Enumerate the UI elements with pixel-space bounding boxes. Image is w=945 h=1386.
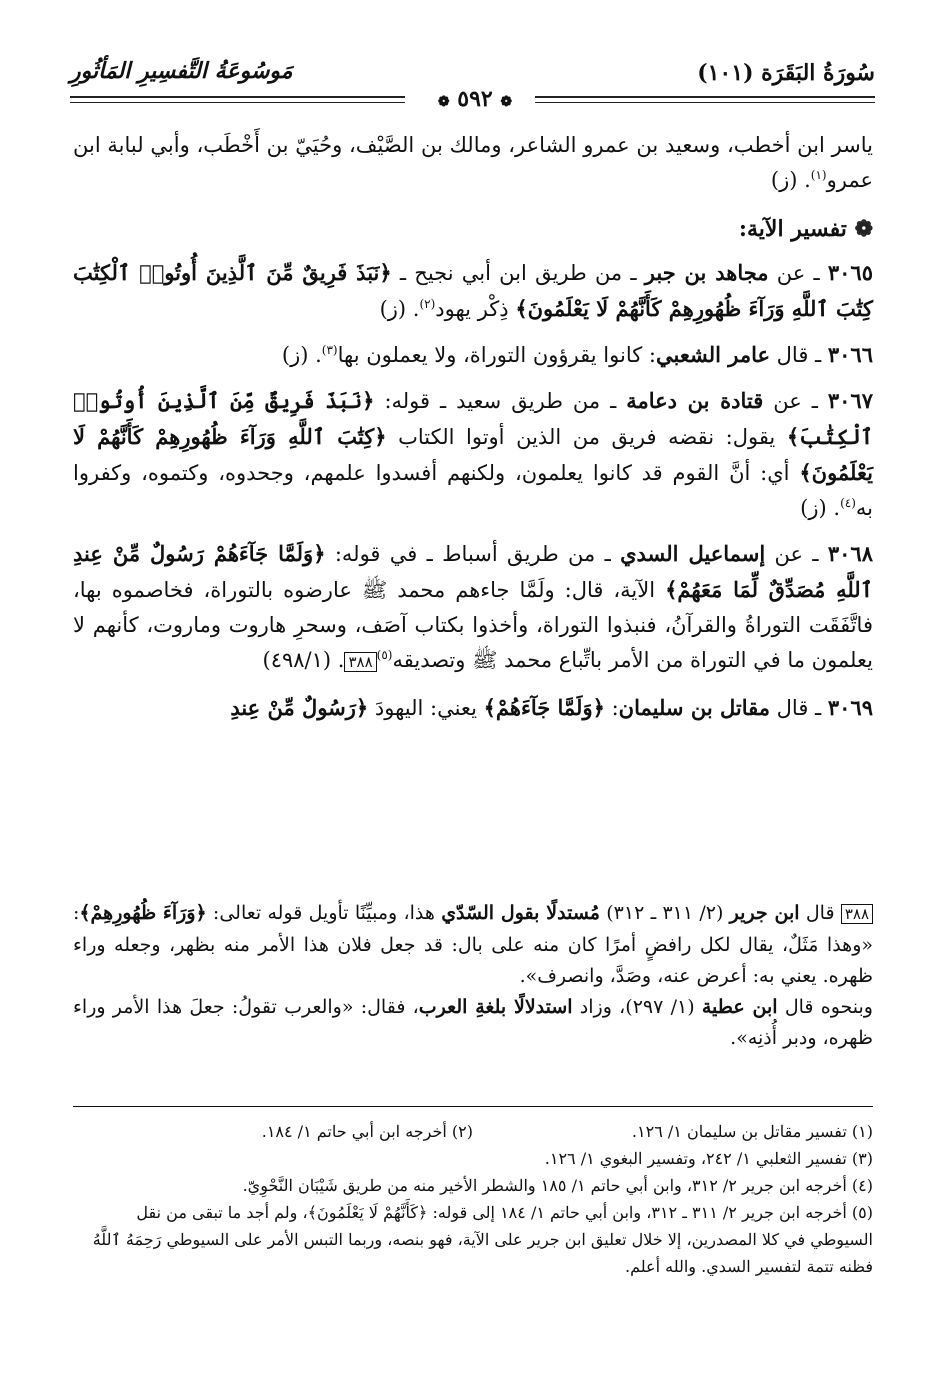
entry-text: ـ عن <box>768 261 828 285</box>
narrator-name: قتادة بن دعامة <box>626 388 764 413</box>
entry-number: ٣٠٦٨ <box>827 541 873 566</box>
entry-tail: . (ز) <box>281 343 322 367</box>
narrator-name: مقاتل بن سليمان <box>618 695 770 720</box>
footnote-ref[interactable]: (٣) <box>321 343 338 357</box>
entry-text: ـ قال <box>770 696 828 720</box>
comment-text: (٢/ ٣١١ ـ ٣١٢) <box>599 902 730 924</box>
comment-number-box: ٣٨٨ <box>841 904 873 924</box>
quran-quote: ﴿نَبَذَ فَرِيقٌ مِّنَ ٱلَّذِينَ أُوتُوا۟ ٱلْكِتَٰبَ كِتَٰبَ ٱللَّهِ وَرَآءَ ظُهُورِهِمْ كَأَنَّهُمْ لَا يَعْلَمُونَ﴾ <box>73 260 873 321</box>
entry-text: ـ قال <box>770 343 828 367</box>
comment-text: هذا، ومبيِّنًا تأويل قوله تعالى: <box>206 902 442 924</box>
entry-text: يقول: نقضه فريق من الذين أوتوا الكتاب <box>386 425 787 449</box>
narrator-name: عامر الشعبي <box>655 342 770 367</box>
entry-text: : <box>604 696 619 720</box>
comment-text: وبنحوه قال <box>777 996 873 1018</box>
page-header <box>70 52 875 112</box>
commentary-paragraph <box>73 992 873 1054</box>
quran-quote: ﴿كِتَٰبَ ٱللَّهِ وَرَآءَ ظُهُورِهِمْ كَأَنَّهُمْ لَا يَعْلَمُونَ﴾ <box>73 424 873 485</box>
entry-text: ـ من طريق سعيد ـ قوله: <box>374 389 627 413</box>
entry-3067 <box>73 383 873 526</box>
ornament-icon: ❁ <box>437 94 450 110</box>
comment-text: (١/ ٢٩٧)، وزاد <box>572 996 702 1018</box>
footnote-1: (١) تفسير مقاتل بن سليمان ١/ ١٢٦. <box>631 1122 873 1141</box>
footnote-3: (٣) تفسير الثعلبي ١/ ٢٤٢، وتفسير البغوي ١/ ١٢٦. <box>544 1149 873 1168</box>
entry-text: : كانوا يقرؤون التوراة، ولا يعملون بها <box>337 343 656 367</box>
entry-3069 <box>73 690 873 726</box>
comment-text: : «وهذا مَثَلٌ، يقال لكل رافضٍ أمرًا كان منه على بال: قد جعل فلان هذا الأمر منه بظهر، وجعله وراء ظهره. يعني به: أعرض عنه، وصَدَّ، وانصرف». <box>73 902 873 987</box>
footnote-ref[interactable]: (٢) <box>419 297 436 311</box>
flower-icon: ❁ <box>854 216 873 242</box>
entry-text: ـ عن <box>765 542 828 566</box>
entry-text: ـ من طريق ابن أبي نجيح ـ <box>391 261 645 285</box>
intro-text: ياسر ابن أخطب، وسعيد بن عمرو الشاعر، ومالك بن الصَّيْف، وحُيَيّ بن أَخْطَب، وأبي لبابة ابن عمرو <box>73 133 873 192</box>
comment-ref-box[interactable]: ٣٨٨ <box>344 652 376 672</box>
comment-emphasis: استدلالًا بلغةِ العرب <box>418 996 573 1018</box>
page-number: ٥٩٢ <box>457 86 493 112</box>
comment-text: قال <box>799 902 841 924</box>
quran-quote: ﴿نَبَذَ فَرِيقٌ مِّنَ ٱلَّذِينَ أُوتُوا۟ ٱلْكِتَٰبَ﴾ <box>73 388 873 449</box>
footnote-divider <box>73 1106 873 1107</box>
narrator-name: مجاهد بن جبر <box>644 260 769 285</box>
comment-emphasis: مُستدلًا بقول السّدّي <box>441 902 600 924</box>
footnote-5: (٥) أخرجه ابن جرير ٢/ ٣١١ ـ ٣١٢، وابن أبي حاتم ١/ ١٨٤ إلى قوله: ﴿كَأَنَّهُمْ لَا يَعْلَمُونَ﴾، ولم أجد ما تبقى من نقل السيوطي في كلا المصدرين، إلا خلال تعليق ابن جرير على الآية، فهو بنصه، وربما التبس الأمر على السيوطي رَحِمَهُ ٱللَّهُ فظنه تتمة لتفسير السدي. والله أعلم. <box>92 1203 873 1276</box>
entry-3068 <box>73 536 873 680</box>
entry-text: ذِكْر يهود <box>435 297 516 321</box>
entry-text: الآية، قال: ولَمَّا جاءهم محمد ﷺ عارضوه بالتوراة، فخاصموه بها، فاتَّفَقَت التوراةُ والقرآنُ، فنبذوا التوراة، وأخذوا بكتاب آصَف، وسحرِ هاروت وماروت، كأنهم لا يعلمون ما في التوراة من الأمر باتِّباع محمد ﷺ وتصديقه <box>73 578 873 672</box>
footnote-ref[interactable]: (١) <box>810 168 827 182</box>
entry-text: أي: أنَّ القوم قد كانوا يعلمون، ولكنهم أفسدوا علمهم، وجحدوه، وكتموه، وكفروا به <box>73 461 873 520</box>
scholar-name: ابن عطية <box>701 996 778 1018</box>
quran-quote: ﴿وَلَمَّا جَآءَهُمْ﴾ <box>483 695 605 720</box>
entry-3065 <box>73 255 873 327</box>
book-title: مَوسُوعَةُ التَّفسِيرِ المَأثُورِ <box>70 58 293 84</box>
entry-text: ـ من طريق أسباط ـ في قوله: <box>325 542 621 566</box>
footnote-row <box>73 1118 873 1145</box>
page-number-block <box>410 86 540 112</box>
header-rule-left <box>70 96 405 103</box>
footnote-ref[interactable]: (٥) <box>376 648 393 662</box>
surah-title: سُورَةُ البَقَرَة (١٠١) <box>697 60 875 86</box>
quran-quote: ﴿رَسُولٌ مِّنْ عِندِ <box>230 695 369 720</box>
entry-number: ٣٠٦٥ <box>827 260 873 285</box>
entry-number: ٣٠٦٩ <box>827 695 873 720</box>
entry-3066 <box>73 337 873 373</box>
commentary-paragraph <box>73 898 873 992</box>
intro-tail: . (ز) <box>770 168 811 192</box>
entry-tail: . (٤٩٨/١) <box>262 648 345 672</box>
footnote-4: (٤) أخرجه ابن جرير ٢/ ٣١٢، وابن أبي حاتم ١/ ١٨٥ والشطر الأخير منه من طريق شَيْبَان النَّحْوِيّ. <box>242 1176 873 1195</box>
entry-text: يعني: اليهودَ <box>368 696 484 720</box>
quran-quote: ﴿وَرَآءَ ظُهُورِهِمْ﴾ <box>79 902 207 924</box>
footnote-2: (٢) أخرجه ابن أبي حاتم ١/ ١٨٤. <box>261 1122 473 1141</box>
entry-number: ٣٠٦٦ <box>827 342 873 367</box>
commentary-block <box>73 898 873 1054</box>
header-rule-right <box>535 96 875 103</box>
section-title: تفسير الآية: <box>738 216 847 242</box>
comment-text: ، فقال: «والعرب تقولُ: جعلَ هذا الأمر وراء ظهره، ودبر أُذنِه». <box>73 996 873 1049</box>
intro-paragraph <box>73 128 873 198</box>
quran-quote: ﴿وَلَمَّا جَآءَهُمْ رَسُولٌ مِّنْ عِندِ ٱللَّهِ مُصَدِّقٌ لِّمَا مَعَهُمْ﴾ <box>73 541 873 602</box>
footnotes <box>73 1118 873 1280</box>
narrator-name: إسماعيل السدي <box>620 541 766 566</box>
entry-tail: . (ز) <box>379 297 420 321</box>
ornament-icon: ❁ <box>500 94 513 110</box>
entry-text: ـ عن <box>763 389 828 413</box>
section-heading <box>73 212 873 247</box>
entry-number: ٣٠٦٧ <box>827 388 873 413</box>
footnote-ref[interactable]: (٤) <box>840 496 856 510</box>
entry-tail: . (ز) <box>800 496 841 520</box>
scholar-name: ابن جرير <box>729 902 800 924</box>
main-text <box>73 128 873 736</box>
